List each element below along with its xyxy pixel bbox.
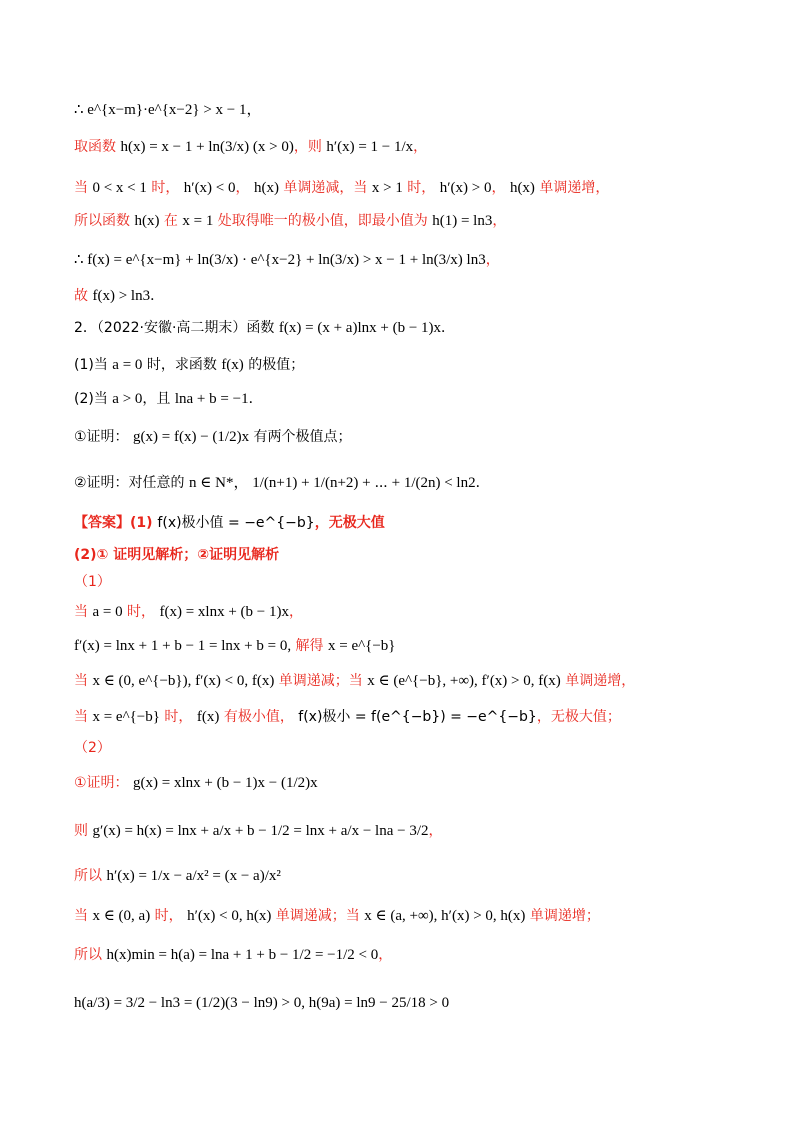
text-line-l19 <box>74 738 760 758</box>
text-segment: h(a/3) = 3/2 − ln3 = (1/2)(3 − ln9) > 0, h(9a) = ln9 − 25/18 > 0 <box>74 995 450 1011</box>
text-segment: ． <box>150 288 165 304</box>
text-segment: h′(x) > 0 <box>439 180 492 196</box>
text-segment: 取函数 <box>74 139 121 155</box>
text-segment: 单调递减；当 <box>274 673 368 689</box>
text-segment: h(x)min = h(a) = lna + 1 + b − 1/2 = −1/2 < 0 <box>106 947 379 963</box>
text-segment: x ∈ (e^{−b}, +∞), f′(x) > 0, f(x) <box>367 673 561 689</box>
text-segment: （2） <box>74 740 111 756</box>
text-segment: x ∈ (0, e^{−b}), f′(x) < 0, f(x) <box>92 673 275 689</box>
text-segment: 当 <box>74 673 93 689</box>
text-segment: ，无极大值； <box>536 709 621 725</box>
text-line-l04 <box>74 211 760 231</box>
text-segment: f(x)极小 = f(e^{−b}) = −e^{−b} <box>298 709 537 725</box>
text-segment: f(x) = (x + a)lnx + (b − 1)x <box>278 320 442 336</box>
text-segment: ， <box>289 604 304 620</box>
text-line-l14 <box>74 572 760 592</box>
text-segment: ， <box>428 823 443 839</box>
text-segment: ， <box>491 180 510 196</box>
text-segment: （1） <box>74 574 111 590</box>
text-segment: h′(x) < 0 <box>183 180 236 196</box>
text-segment: g′(x) = h(x) = lnx + a/x + b − 1/2 = lnx + a/x − lna − 3/2 <box>92 823 429 839</box>
text-segment: ②证明：对任意的 <box>74 475 190 491</box>
text-segment: 单调递增， <box>534 180 610 196</box>
text-segment: a = 0 <box>92 604 123 620</box>
text-line-l02 <box>74 137 760 157</box>
text-segment: f(x) > ln3 <box>92 288 151 304</box>
text-line-l03 <box>74 178 760 198</box>
text-segment: x ∈ (0, a) <box>92 908 151 924</box>
text-line-l01 <box>74 100 760 120</box>
text-segment: (1)当 <box>74 357 113 373</box>
text-segment: ，且 <box>142 391 175 407</box>
text-line-l20 <box>74 773 760 793</box>
text-segment: 时， <box>402 180 440 196</box>
text-segment: 2．（2022·安徽·高二期末）函数 <box>74 320 279 336</box>
text-segment: f(x) <box>196 709 220 725</box>
text-segment: 处取得唯一的极小值，即最小值为 <box>213 213 433 229</box>
text-line-l17 <box>74 671 760 691</box>
text-segment: g(x) = xlnx + (b − 1)x − (1/2)x <box>133 775 318 791</box>
text-segment: ． <box>475 475 490 491</box>
text-line-l16 <box>74 636 760 656</box>
text-segment: ①证明： <box>74 775 134 791</box>
text-segment: (2)① 证明见解析；②证明见解析 <box>74 547 280 563</box>
text-segment: 单调递增； <box>525 908 600 924</box>
text-segment: 单调递减；当 <box>271 908 365 924</box>
text-segment: f(x) <box>221 357 244 373</box>
text-segment: 所以函数 <box>74 213 135 229</box>
text-segment: ， <box>492 213 507 229</box>
text-segment: ， <box>485 252 500 268</box>
text-line-l13 <box>74 545 760 565</box>
text-segment: x ∈ (a, +∞), h′(x) > 0, h(x) <box>364 908 526 924</box>
text-segment: ， <box>413 139 428 155</box>
text-segment: f(x)极小值 = −e^{−b} <box>157 515 315 531</box>
text-segment: h′(x) = 1/x − a/x² = (x − a)/x² <box>106 868 281 884</box>
text-segment: 时， <box>150 908 188 924</box>
text-segment: h(x) <box>253 180 279 196</box>
text-segment: h(x) <box>134 213 160 229</box>
text-segment: 在 <box>159 213 183 229</box>
text-segment: 当 <box>74 709 93 725</box>
text-segment: 时，求函数 <box>142 357 222 373</box>
text-segment: ，则 <box>293 139 327 155</box>
text-line-l15 <box>74 602 760 622</box>
text-segment: h′(x) = 1 − 1/x <box>326 139 414 155</box>
text-segment: 【答案】(1) <box>74 515 158 531</box>
text-line-l18 <box>74 707 760 727</box>
text-segment: x = e^{−b} <box>92 709 160 725</box>
text-segment: g(x) = f(x) − (1/2)x <box>133 429 250 445</box>
text-segment: 单调递增， <box>560 673 636 689</box>
text-segment: 故 <box>74 288 93 304</box>
text-segment: a = 0 <box>112 357 143 373</box>
text-segment: ， <box>378 947 393 963</box>
text-line-l09 <box>74 389 760 409</box>
text-segment: 有两个极值点； <box>249 429 352 445</box>
text-segment: 所以 <box>74 868 107 884</box>
text-segment: (2)当 <box>74 391 113 407</box>
text-segment: 的极值； <box>243 357 305 373</box>
text-segment: h′(x) < 0, h(x) <box>187 908 272 924</box>
text-segment: x > 1 <box>371 180 403 196</box>
text-line-l11 <box>74 473 760 493</box>
text-segment: ． <box>248 391 263 407</box>
text-segment: f′(x) = lnx + 1 + b − 1 = lnx + b = 0, <box>74 638 292 654</box>
text-segment: 当 <box>74 604 93 620</box>
text-segment: 时， <box>146 180 184 196</box>
text-segment: ，无极大值 <box>314 515 385 531</box>
text-line-l25 <box>74 993 760 1013</box>
text-segment: a > 0 <box>112 391 143 407</box>
text-line-l21 <box>74 821 760 841</box>
text-segment: 0 < x < 1 <box>92 180 147 196</box>
text-segment: 解得 <box>291 638 328 654</box>
text-segment: h(1) = ln3 <box>432 213 493 229</box>
text-segment: ∴ f(x) = e^{x−m} + ln(3/x) · e^{x−2} + ln(3/x) > x − 1 + ln(3/x) ln3 <box>74 252 486 268</box>
text-segment: lna + b = −1 <box>174 391 249 407</box>
text-segment: 有极小值， <box>219 709 299 725</box>
text-line-l10 <box>74 427 760 447</box>
text-segment: 所以 <box>74 947 107 963</box>
text-segment: 当 <box>74 908 93 924</box>
text-segment: 时， <box>159 709 197 725</box>
text-segment: 单调递减，当 <box>278 180 372 196</box>
text-line-l24 <box>74 945 760 965</box>
text-line-l08 <box>74 355 760 375</box>
text-line-l22 <box>74 866 760 886</box>
text-segment: ， <box>235 180 254 196</box>
text-line-l12 <box>74 513 760 533</box>
text-line-l06 <box>74 286 760 306</box>
text-segment: ． <box>441 320 456 336</box>
text-line-l07 <box>74 318 760 338</box>
text-segment: n ∈ N*， 1/(n+1) + 1/(n+2) + ⋯ + 1/(2n) < ln2 <box>189 475 476 491</box>
text-segment: ∴ e^{x−m}·e^{x−2} > x − 1， <box>74 102 262 118</box>
text-segment: 则 <box>74 823 93 839</box>
text-segment: h(x) <box>509 180 535 196</box>
text-line-l23 <box>74 906 760 926</box>
text-segment: 当 <box>74 180 93 196</box>
text-segment: x = 1 <box>182 213 214 229</box>
text-segment: f(x) = xlnx + (b − 1)x <box>159 604 290 620</box>
text-line-l05 <box>74 250 760 270</box>
text-segment: ①证明： <box>74 429 134 445</box>
text-segment: h(x) = x − 1 + ln(3/x) (x > 0) <box>120 139 294 155</box>
text-segment: x = e^{−b} <box>327 638 396 654</box>
text-segment: 时， <box>122 604 160 620</box>
